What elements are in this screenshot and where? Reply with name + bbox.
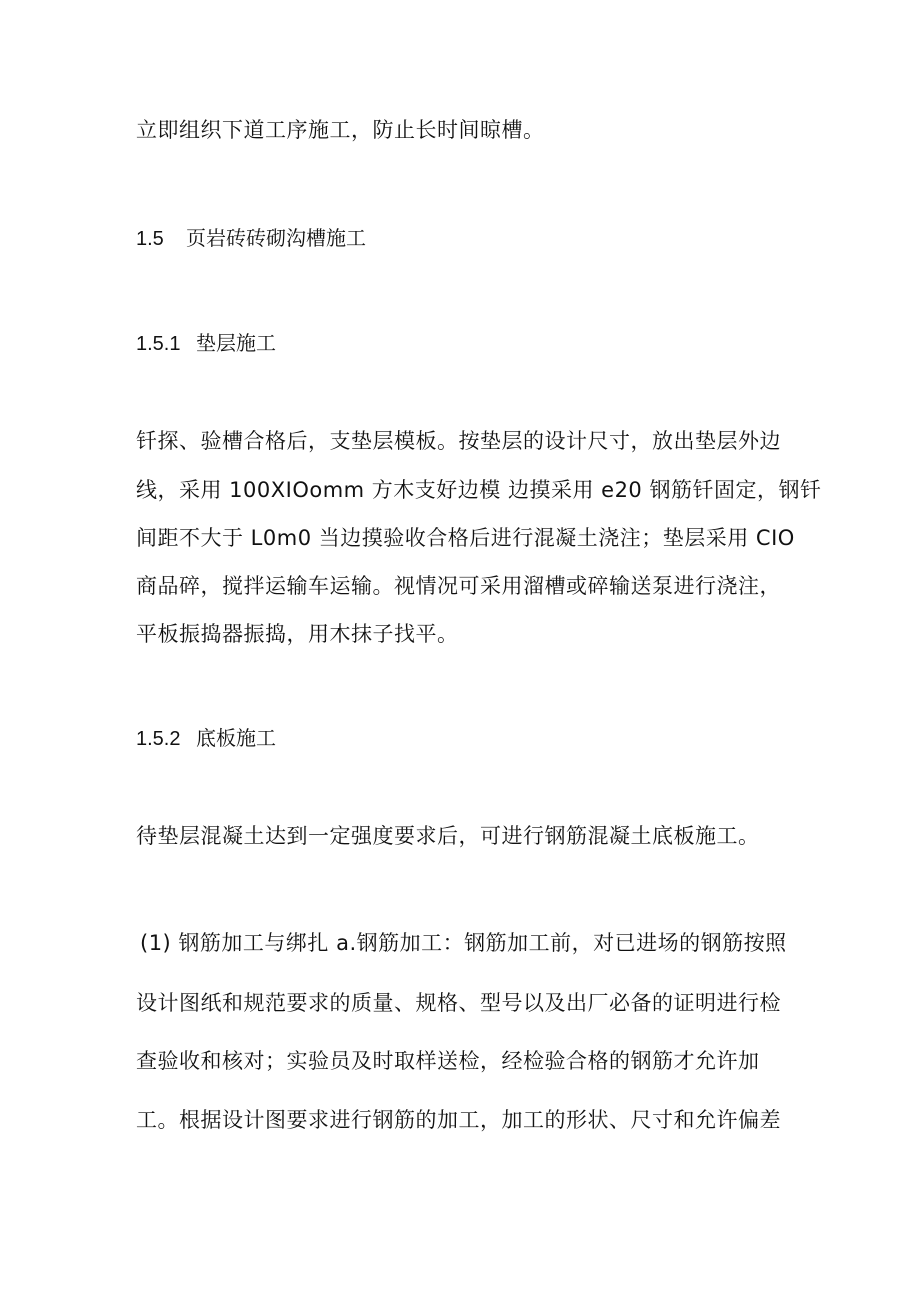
paragraph-line: 线，采用 100XIOomm 方木支好边模 边摸采用 e20 钢筋钎固定，钢钎: [136, 478, 822, 502]
paragraph-line: (1) 钢筋加工与绑扎 a.钢筋加工：钢筋加工前，对已进场的钢筋按照: [140, 931, 787, 955]
paragraph-line: 查验收和核对；实验员及时取样送检，经检验合格的钢筋才允许加: [136, 1049, 760, 1073]
continuation-text: 立即组织下道工序施工，防止长时间晾槽。: [136, 118, 545, 142]
paragraph-line: 间距不大于 L0m0 当边摸验收合格后进行混凝土浇注；垫层采用 CIO: [136, 526, 795, 550]
paragraph-line: 平板振捣器振捣，用木抹子找平。: [136, 622, 459, 646]
section-number: 1.5: [136, 228, 164, 250]
paragraph-line: 商品碎，搅拌运输车运输。视情况可采用溜槽或碎输送泵进行浇注，: [136, 574, 781, 598]
paragraph-line: 工。根据设计图要求进行钢筋的加工，加工的形状、尺寸和允许偏差: [136, 1108, 781, 1132]
section-heading-1-5-1: [136, 333, 276, 354]
section-heading-1-5: [136, 228, 366, 249]
section-title: 底板施工: [196, 726, 276, 750]
section-number: 1.5.1: [136, 333, 181, 355]
section-number: 1.5.2: [136, 728, 181, 750]
section-title: 页岩砖砖砌沟槽施工: [186, 226, 366, 250]
paragraph-line: 设计图纸和规范要求的质量、规格、型号以及出厂必备的证明进行检: [136, 991, 781, 1015]
paragraph-line: 待垫层混凝土达到一定强度要求后，可进行钢筋混凝土底板施工。: [136, 824, 760, 848]
section-title: 垫层施工: [196, 331, 276, 355]
paragraph-line: 钎探、验槽合格后，支垫层模板。按垫层的设计尺寸，放出垫层外边: [136, 429, 781, 453]
section-heading-1-5-2: [136, 728, 276, 749]
